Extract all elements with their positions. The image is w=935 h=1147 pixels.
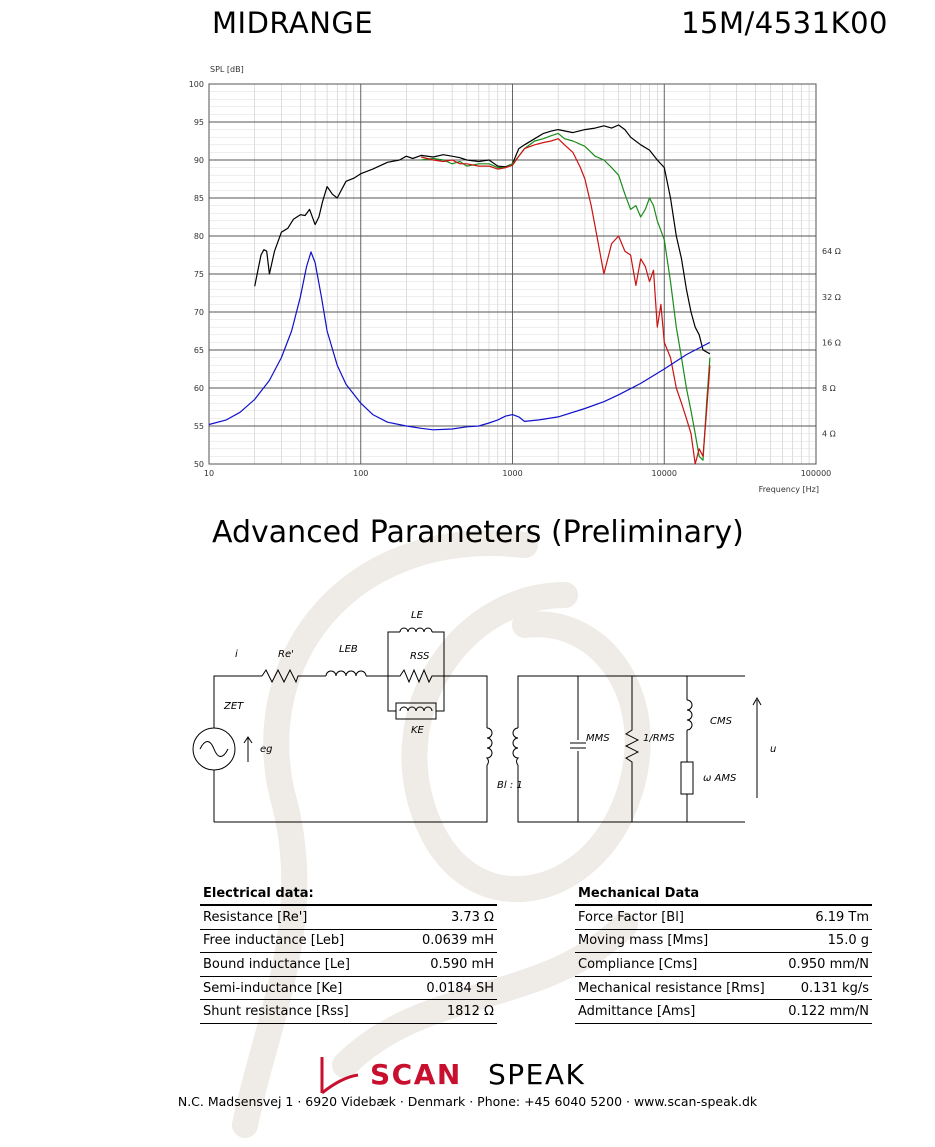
label-mms: MMS (586, 733, 610, 744)
y-tick-label: 95 (193, 118, 204, 127)
x-axis-label: Frequency [Hz] (758, 485, 819, 494)
table-row (575, 905, 872, 929)
electrical-heading: Electrical data: (200, 882, 497, 905)
x-tick-label: 100 (353, 469, 369, 478)
y-tick-label: 90 (193, 156, 204, 165)
x-tick-label: 10000 (651, 469, 677, 478)
mechanical-heading: Mechanical Data (575, 882, 872, 905)
y-tick-label: 60 (193, 384, 204, 393)
table-row (575, 929, 872, 953)
param-label: Free inductance [Leb] (200, 929, 397, 953)
param-label: Admittance [Ams] (575, 1000, 780, 1024)
param-value: 0.131 kg/s (780, 976, 872, 1000)
label-leb: LEB (339, 644, 358, 655)
table-row (200, 905, 497, 929)
param-label: Compliance [Cms] (575, 953, 780, 977)
impedance-tick-label: 16 Ω (822, 338, 841, 348)
label-i: i (235, 649, 238, 660)
impedance-tick-label: 8 Ω (822, 384, 836, 393)
advanced-parameters-title: Advanced Parameters (Preliminary) (212, 515, 744, 550)
label-ams: ω AMS (703, 773, 737, 784)
company-address: N.C. Madsensvej 1 · 6920 Videbæk · Denmark · Phone: +45 6040 5200 · www.scan-speak.dk (177, 1094, 758, 1109)
param-value: 0.590 mH (397, 953, 497, 977)
x-tick-label: 10 (203, 469, 215, 478)
label-eg: eg (260, 744, 273, 755)
model-number: 15M/4531K00 (681, 6, 888, 40)
param-value: 0.0639 mH (397, 929, 497, 953)
param-label: Mechanical resistance [Rms] (575, 976, 780, 1000)
param-value: 3.73 Ω (397, 905, 497, 929)
impedance-tick-label: 64 Ω (822, 247, 841, 257)
brand-name-speak: SPEAK (488, 1058, 586, 1091)
param-label: Moving mass [Mms] (575, 929, 780, 953)
mechanical-data-table (575, 882, 872, 1024)
y-tick-label: 65 (193, 346, 204, 355)
impedance-tick-label: 32 Ω (822, 292, 841, 302)
y-tick-label: 50 (193, 460, 204, 469)
table-row (200, 976, 497, 1000)
table-row (575, 1000, 872, 1024)
table-row (200, 929, 497, 953)
param-value: 1812 Ω (397, 1000, 497, 1024)
param-label: Force Factor [Bl] (575, 905, 780, 929)
label-le: LE (411, 610, 423, 621)
label-cms: CMS (710, 716, 732, 727)
impedance-tick-label: 4 Ω (822, 429, 836, 439)
param-label: Shunt resistance [Rss] (200, 1000, 397, 1024)
label-ke: KE (411, 725, 424, 736)
table-row (575, 976, 872, 1000)
model-title: MIDRANGE (212, 6, 374, 40)
param-value: 6.19 Tm (780, 905, 872, 929)
y-tick-label: 55 (193, 422, 204, 431)
electrical-data-table (200, 882, 497, 1024)
label-u: u (770, 744, 777, 755)
y-tick-label: 75 (193, 270, 204, 279)
param-label: Resistance [Re'] (200, 905, 397, 929)
label-rss: RSS (410, 651, 430, 662)
label-re: Re' (278, 649, 294, 660)
label-rms: 1/RMS (643, 733, 675, 744)
x-tick-label: 1000 (502, 469, 523, 478)
param-value: 0.950 mm/N (780, 953, 872, 977)
param-value: 15.0 g (780, 929, 872, 953)
param-label: Semi-inductance [Ke] (200, 976, 397, 1000)
y-tick-label: 80 (193, 232, 204, 241)
y-tick-label: 100 (188, 80, 204, 89)
label-bl: Bl : 1 (497, 780, 523, 791)
y-tick-label: 70 (193, 308, 204, 317)
y-axis-label: SPL [dB] (210, 65, 244, 74)
label-zet: ZET (224, 701, 244, 712)
x-tick-label: 100000 (800, 469, 832, 478)
param-value: 0.122 mm/N (780, 1000, 872, 1024)
brand-name-scan: SCAN (370, 1058, 462, 1091)
table-row (575, 953, 872, 977)
param-label: Bound inductance [Le] (200, 953, 397, 977)
param-value: 0.0184 SH (397, 976, 497, 1000)
table-row (200, 1000, 497, 1024)
y-tick-label: 85 (193, 194, 204, 203)
table-row (200, 953, 497, 977)
